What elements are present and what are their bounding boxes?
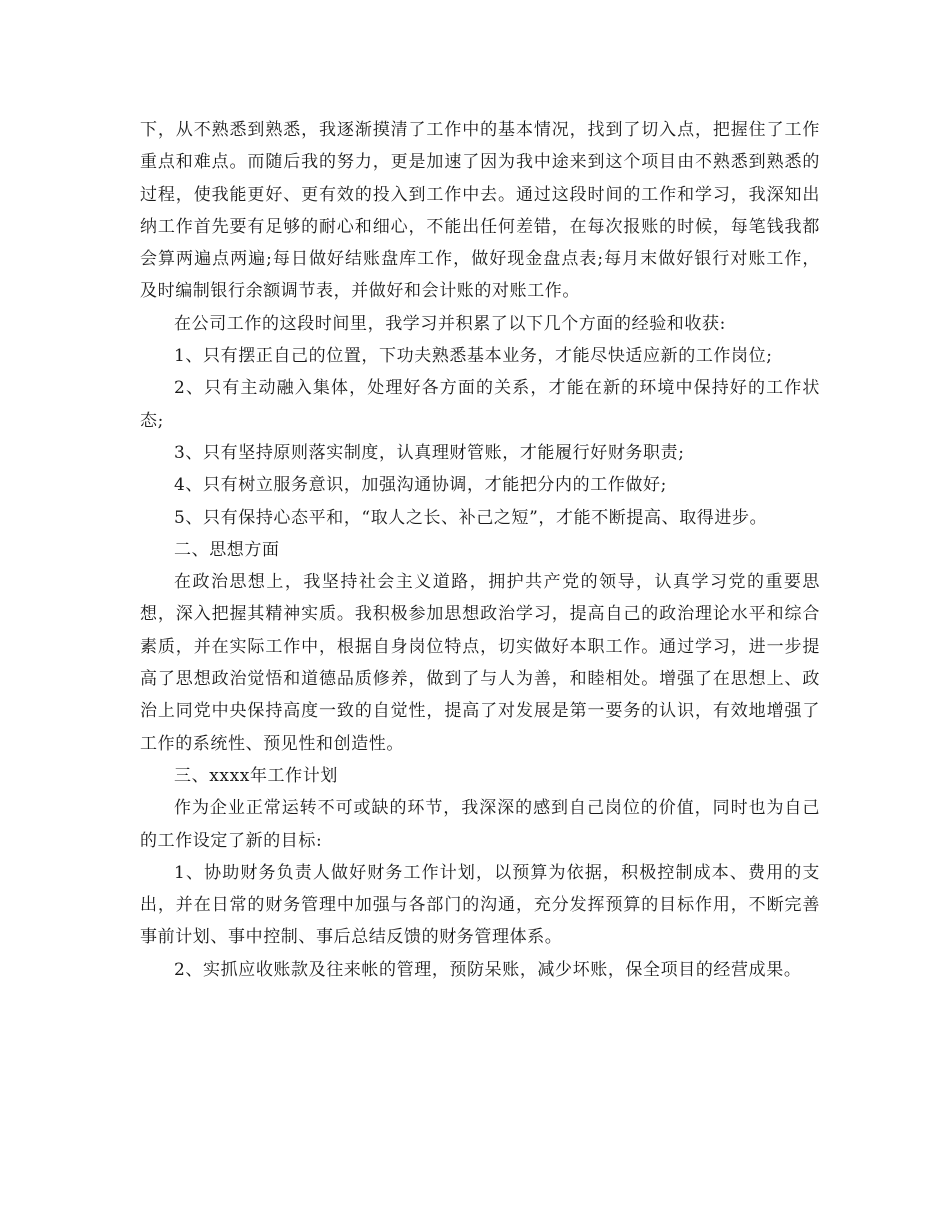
paragraph-continuation: 下，从不熟悉到熟悉，我逐渐摸清了工作中的基本情况，找到了切入点，把握住了工作重点和难点。而随后我的努力，更是加速了因为我中途来到这个项目由不熟悉到熟悉的过程，使我能更好、更有效的投入到工作中去。通过这段时间的工作和学习，我深知出纳工作首先要有足够的耐心和细心，不能出任何差错，在每次报账的时候，每笔钱我都会算两遍点两遍;每日做好结账盘库工作，做好现金盘点表;每月末做好银行对账工作，及时编制银行余额调节表，并做好和会计账的对账工作。 — [140, 120, 820, 302]
section-heading-work-plan: 三、xxxx年工作计划 — [174, 765, 338, 786]
list-item-plan-1: 1、协助财务负责人做好财务工作计划，以预算为依据，积极控制成本、费用的支出，并在日常的财务管理中加强与各部门的沟通，充分发挥预算的目标作用，不断完善事前计划、事中控制、事后总结反馈的财务管理体系。 — [140, 862, 820, 948]
list-item-experience-5: 5、只有保持心态平和，“取人之长、补己之短”，才能不断提高、取得进步。 — [174, 507, 768, 528]
paragraph-experience-intro: 在公司工作的这段时间里，我学习并积累了以下几个方面的经验和收获: — [174, 313, 726, 334]
paragraph-ideology: 在政治思想上，我坚持社会主义道路，拥护共产党的领导，认真学习党的重要思想，深入把握其精神实质。我积极参加思想政治学习，提高自己的政治理论水平和综合素质，并在实际工作中，根据自身岗位特点，切实做好本职工作。通过学习，进一步提高了思想政治觉悟和道德品质修养，做到了与人为善，和睦相处。增强了在思想上、政治上同党中央保持高度一致的自觉性，提高了对发展是第一要务的认识，有效地增强了工作的系统性、预见性和创造性。 — [140, 572, 820, 754]
document-body — [140, 114, 820, 986]
section-heading-ideology: 二、思想方面 — [174, 539, 280, 560]
list-item-experience-4: 4、只有树立服务意识，加强沟通协调，才能把分内的工作做好; — [174, 475, 667, 496]
list-item-experience-3: 3、只有坚持原则落实制度，认真理财管账，才能履行好财务职责; — [174, 442, 685, 463]
list-item-experience-1: 1、只有摆正自己的位置，下功夫熟悉基本业务，才能尽快适应新的工作岗位; — [174, 346, 773, 367]
list-item-experience-2: 2、只有主动融入集体，处理好各方面的关系，才能在新的环境中保持好的工作状态; — [140, 378, 820, 431]
paragraph-work-plan-intro: 作为企业正常运转不可或缺的环节，我深深的感到自己岗位的价值，同时也为自己的工作设定了新的目标: — [140, 798, 820, 851]
list-item-plan-2: 2、实抓应收账款及往来帐的管理，预防呆账，减少坏账，保全项目的经营成果。 — [174, 959, 802, 980]
